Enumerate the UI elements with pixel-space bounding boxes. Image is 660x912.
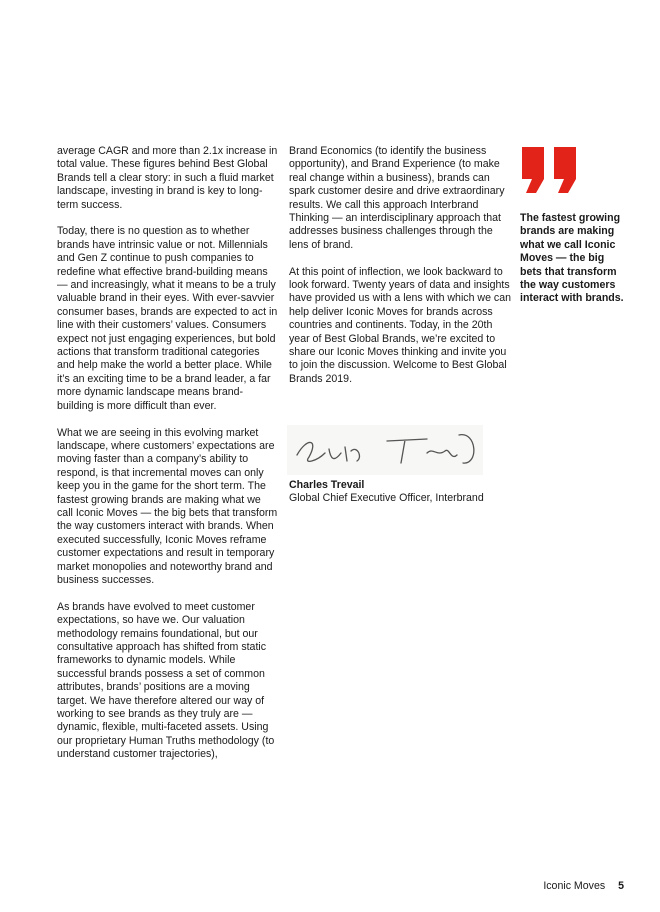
page-number: 5	[618, 880, 624, 892]
signer-title: Global Chief Executive Officer, Interbrand	[289, 492, 484, 504]
quote-mark-icon	[520, 145, 580, 195]
pull-quote: The fastest growing brands are making what we call Iconic Moves — the big bets that transform the way customers interact with brands.	[520, 212, 624, 305]
page-footer	[543, 880, 624, 892]
signature-image	[287, 425, 483, 475]
footer-section-title: Iconic Moves	[543, 880, 606, 892]
paragraph: Today, there is no question as to whether brands have intrinsic value or not. Millennials and Gen Z continue to push companies to redefine what effective brand-building means — and increasingly, what it means to be a truly valuable brand in their eyes. With ever-savvier consumer bases, brands are expected to act in line with their customers’ values. Consumers expect not just engaging experiences, but bold actions that transform traditional categories and help make the world a better place. While it’s an exciting time to be a brand leader, a far more dynamic landscape means brand-building is more difficult than ever.	[57, 225, 278, 412]
paragraph: At this point of inflection, we look backward to look forward. Twenty years of data and insights have provided us with a lens with which we can help deliver Iconic Moves for brands across countries and continents. Today, in the 20th year of Best Global Brands, we’re excited to share our Iconic Moves thinking and invite you to join the discussion. Welcome to Best Global Brands 2019.	[289, 265, 511, 385]
paragraph: Brand Economics (to identify the business opportunity), and Brand Experience (to make real change within a business), brands can spark customer desire and drive extraordinary results. We call this approach Interbrand Thinking — an interdisciplinary approach that addresses business challenges through the lens of brand.	[289, 145, 505, 251]
paragraph: average CAGR and more than 2.1x increase in total value. These figures behind Best Global Brands tell a clear story: in such a fluid market landscape, investing in brand is key to long-term success.	[57, 145, 278, 211]
paragraph: What we are seeing in this evolving market landscape, where customers’ expectations are moving faster than a company’s ability to respond, is that incremental moves can only keep you in the game for the short term. The fastest growing brands are making what we call Iconic Moves — the big bets that transform the way customers interact with brands. When executed successfully, Iconic Moves reframe customer expectations and result in temporary market monopolies and noteworthy brand and business successes.	[57, 426, 278, 586]
body-column-1	[57, 145, 279, 775]
body-column-2	[289, 145, 511, 400]
signer-name: Charles Trevail	[289, 479, 365, 491]
paragraph: As brands have evolved to meet customer expectations, so have we. Our valuation methodology remains foundational, but our consultative approach has shifted from static frameworks to dynamic models. While successful brands possess a set of common attributes, brands’ positions are a moving target. We have therefore altered our way of working to see brands as they truly are — dynamic, flexible, multi-faceted assets. Using our proprietary Human Truths methodology (to understand customer trajectories),	[57, 600, 275, 761]
